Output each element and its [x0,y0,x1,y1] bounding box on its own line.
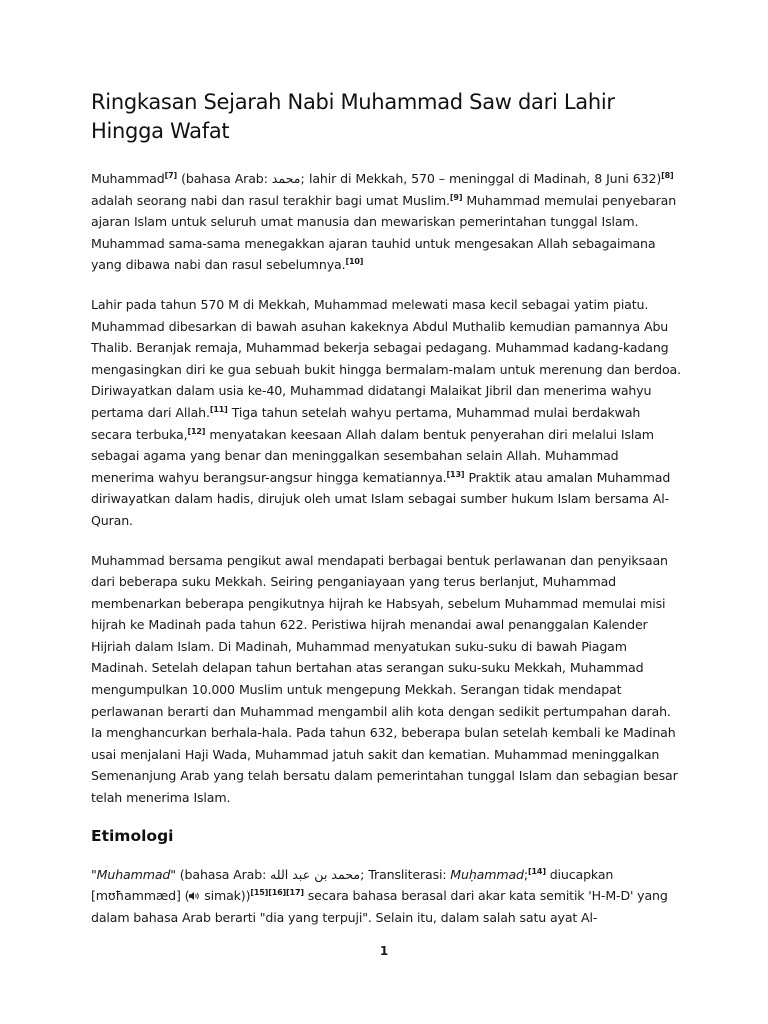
text: simak)) [200,888,251,904]
text: (bahasa Arab: محمد; lahir di Mekkah, 570 – meninggal di Madinah, 8 Juni 632) [177,171,662,186]
document-title: Ringkasan Sejarah Nabi Muhammad Saw dari Lahir Hingga Wafat [91,90,615,143]
text: " [170,866,176,882]
transliteration: Muḥammad [450,866,524,882]
citation-17[interactable]: [17] [286,888,304,898]
text: Lahir pada tahun 570 M di Mekkah, Muhammad melewati masa kecil sebagai yatim piatu. Muhammad dibesarkan di bawah asuhan kakeknya Abdul Muthalib kemudian pamannya Abu Thalib. Beranjak remaja, Muhammad bekerja sebagai pedagang. Muhammad kadang-kadang mengasingkan diri ke gua sebuah bukit hingga bermalam-malam untuk merenung dan berdoa. Diriwayatkan dalam usia ke-40, Muhammad didatangi Malaikat Jibril dan menerima wahyu pertama dari Allah. [91,296,681,420]
text: Muhammad [91,171,165,186]
speaker-icon[interactable] [189,891,200,901]
citation-10[interactable]: [10] [345,257,364,267]
term-muhammad: Muhammad [96,866,171,882]
citation-16[interactable]: [16] [268,888,287,898]
citation-13[interactable]: [13] [446,469,465,479]
text: menyatakan keesaan Allah dalam bentuk penyerahan diri melalui Islam sebagai agama yang benar dan meninggalkan sesembahan selain Allah. Muhammad menerima wahyu berangsur-angsur hingga kematiannya. [91,426,654,485]
text: Muhammad memulai penyebaran ajaran Islam untuk seluruh umat manusia dan mewariskan pemerintahan tunggal Islam. Muhammad sama-sama menegakkan ajaran tauhid untuk mengesakan Allah sebagaimana yang dibawa nabi dan rasul sebelumnya. [91,192,677,273]
section-heading-etymology: Etimologi [91,826,174,845]
text: (bahasa Arab: محمد بن عبد الله; Transliterasi: [175,866,451,882]
citation-15[interactable]: [15] [250,888,269,898]
text: Tiga tahun setelah wahyu pertama, Muhammad mulai berdakwah secara terbuka, [91,404,641,442]
text: Muhammad bersama pengikut awal mendapati berbagai bentuk perlawanan dan penyiksaan dari beberapa suku Mekkah. Seiring penganiayaan yang terus berlanjut, Muhammad membenarkan beberapa pengikutnya hijrah ke Habsyah, sebelum Muhammad memulai misi hijrah ke Madinah pada tahun 622. Peristiwa hijrah menandai awal penanggalan Kalender Hijriah dalam Islam. Di Madinah, Muhammad menyatukan suku-suku di bawah Piagam Madinah. Setelah delapan tahun bertahan atas serangan suku-suku Mekkah, Muhammad mengumpulkan 10.000 Muslim untuk mengepung Mekkah. Serangan tidak mendapat perlawanan berarti dan Muhammad mengambil alih kota dengan sedikit pertumpahan darah. Ia menghancurkan berhala-hala. Pada tahun 632, beberapa bulan setelah kembali ke Madinah usai menjalani Haji Wada, Muhammad jatuh sakit dan kematian. Muhammad meninggalkan Semenanjung Arab yang telah bersatu dalam pemerintahan tunggal Islam dan sebagian besar telah menerima Islam. [91,552,678,806]
document-page [91,88,681,928]
text: Praktik atau amalan Muhammad diriwayatkan dalam hadis, dirujuk oleh umat Islam sebagai sumber hukum Islam bersama Al-Quran. [91,469,671,528]
citation-9[interactable]: [9] [449,192,463,202]
text: secara bahasa berasal dari akar kata semitik 'H-M-D' yang dalam bahasa Arab berarti "dia yang terpuji". Selain itu, dalam salah satu ayat Al- [91,888,668,925]
paragraph-early-life [91,294,681,532]
paragraph-hijrah [91,550,681,809]
citation-8[interactable]: [8] [661,170,674,180]
citation-11[interactable]: [11] [209,404,228,414]
paragraph-etymology [91,864,681,929]
text: diucapkan [mʊħammæd] ( [91,866,614,904]
text: ; [523,866,528,882]
paragraph-intro [91,168,681,276]
citation-7[interactable]: [7] [164,170,178,180]
text: " [91,866,97,882]
citation-12[interactable]: [12] [187,426,206,436]
text: adalah seorang nabi dan rasul terakhir bagi umat Muslim. [91,192,450,208]
page-number: 1 [379,944,389,958]
citation-14[interactable]: [14] [527,866,546,876]
